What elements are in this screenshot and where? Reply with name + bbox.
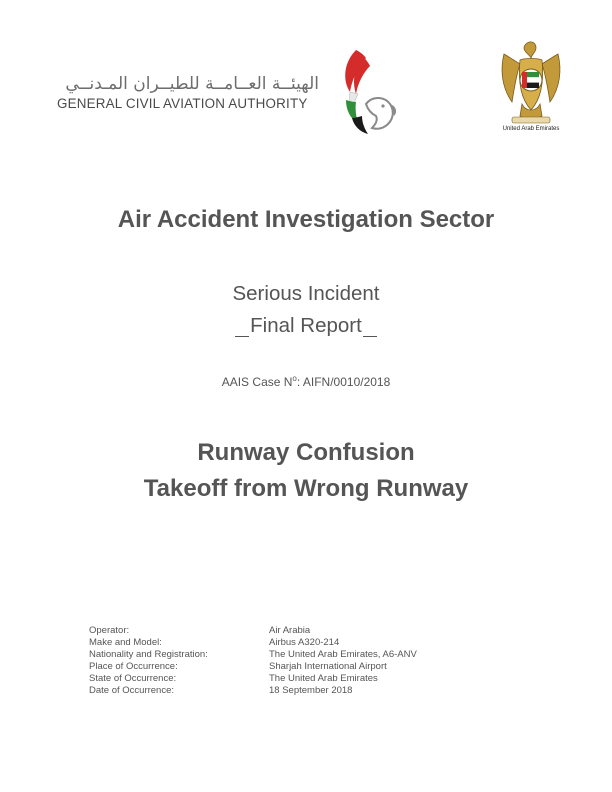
report-type: Serious Incident xyxy=(232,282,380,305)
detail-row-date xyxy=(89,685,529,697)
incident-title-line-2: Takeoff from Wrong Runway xyxy=(143,475,469,502)
detail-row-state xyxy=(89,673,529,685)
sector-title: Air Accident Investigation Sector xyxy=(117,206,495,233)
detail-label: Operator: xyxy=(89,625,130,636)
emblem-black-wing xyxy=(352,116,368,134)
detail-value: The United Arab Emirates, A6-ANV xyxy=(269,649,417,660)
eagle-head xyxy=(524,42,536,58)
detail-row-nationality xyxy=(89,649,529,661)
report-kind xyxy=(0,314,612,338)
flag-black-band xyxy=(527,83,539,88)
case-value: : AIFN/0010/2018 xyxy=(296,375,391,389)
gcaa-falcon-emblem-icon xyxy=(336,44,398,136)
report-header xyxy=(0,0,612,150)
report-kind-text: Final Report xyxy=(250,314,362,337)
detail-row-make-model xyxy=(89,637,529,649)
incident-title-line-1: Runway Confusion xyxy=(197,439,415,466)
detail-row-place xyxy=(89,661,529,673)
uae-national-emblem-icon xyxy=(498,40,564,124)
emblem-falcon-head xyxy=(366,98,393,129)
dash-left xyxy=(235,336,249,337)
case-number xyxy=(0,374,612,389)
eagle-left-wing xyxy=(502,54,520,102)
case-label: AAIS Case N xyxy=(221,375,293,389)
emblem-scroll xyxy=(512,117,550,123)
detail-value: 18 September 2018 xyxy=(269,685,353,696)
dash-right xyxy=(363,336,377,337)
uae-emblem-caption: United Arab Emirates xyxy=(502,126,560,132)
detail-label: Make and Model: xyxy=(89,637,162,648)
emblem-falcon-eye xyxy=(381,104,384,107)
eagle-right-wing xyxy=(542,54,560,102)
detail-row-operator xyxy=(89,625,529,637)
case-superscript: o xyxy=(292,374,297,383)
incident-title xyxy=(0,435,612,507)
flag-red-band xyxy=(522,72,527,88)
detail-label: State of Occurrence: xyxy=(89,673,177,684)
detail-value: The United Arab Emirates xyxy=(269,673,378,684)
authority-name-english: GENERAL CIVIL AVIATION AUTHORITY xyxy=(57,96,308,111)
detail-label: Date of Occurrence: xyxy=(89,685,175,696)
flag-green-band xyxy=(527,72,539,77)
occurrence-details xyxy=(89,625,529,697)
detail-value: Air Arabia xyxy=(269,625,311,636)
flag-white-band xyxy=(527,77,539,82)
detail-label: Place of Occurrence: xyxy=(89,661,178,672)
detail-value: Sharjah International Airport xyxy=(269,661,387,672)
detail-value: Airbus A320-214 xyxy=(269,637,340,648)
authority-name-arabic: الهيئــة العــامــة للطيــران المـدنــي xyxy=(65,74,319,94)
detail-label: Nationality and Registration: xyxy=(89,649,208,660)
